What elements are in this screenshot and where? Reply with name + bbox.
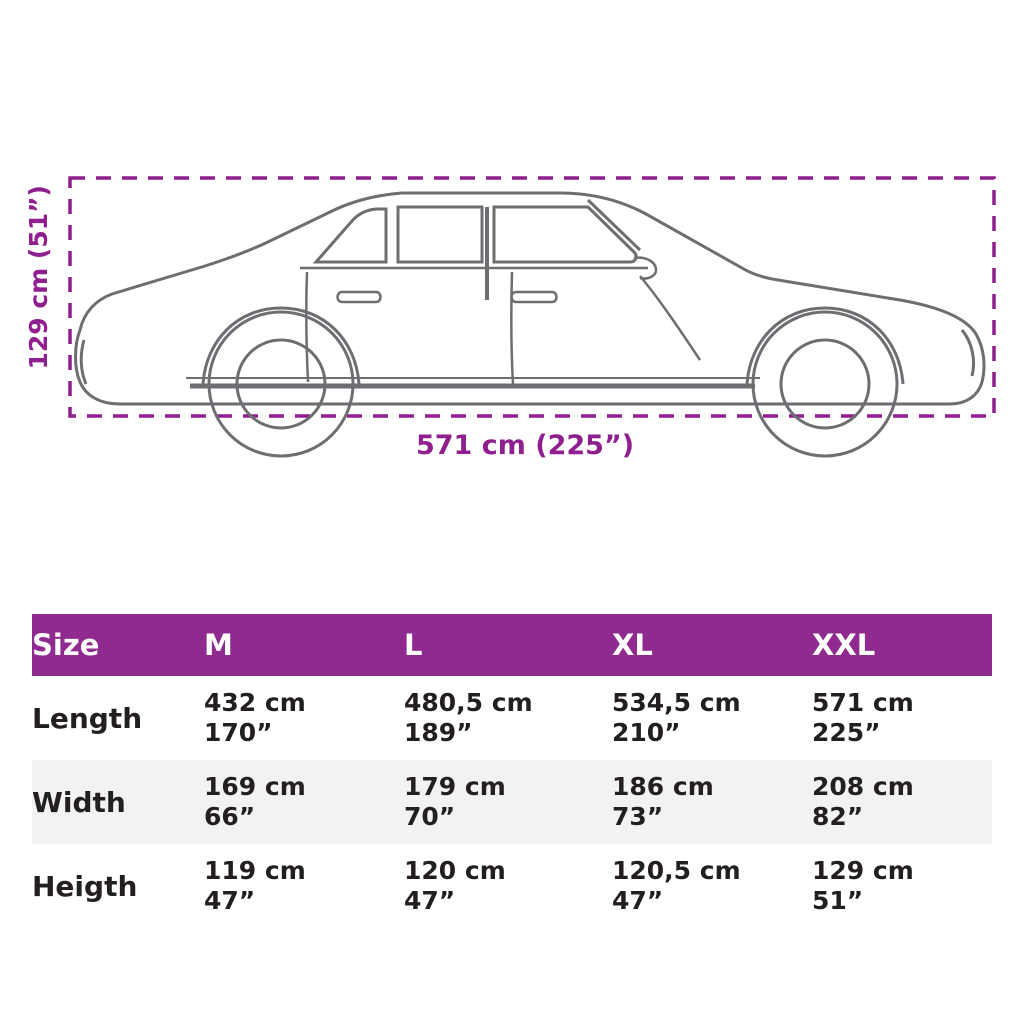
- table-header-size: Size: [32, 614, 204, 676]
- cell-height-m: [204, 844, 404, 928]
- cell-height-xxl: [812, 844, 992, 928]
- value-in: 210”: [612, 718, 681, 747]
- value-in: 73”: [612, 802, 664, 831]
- value-in: 70”: [404, 802, 456, 831]
- value-in: 51”: [812, 886, 864, 915]
- value-cm: 186 cm: [612, 771, 714, 801]
- value-cm: 208 cm: [812, 771, 914, 801]
- cell-height-xl: [612, 844, 812, 928]
- value-cm: 129 cm: [812, 855, 914, 885]
- length-dimension-label: 571 cm (225”): [415, 430, 635, 461]
- value-cm: 534,5 cm: [612, 687, 741, 717]
- value-cm: 571 cm: [812, 687, 914, 717]
- value-in: 47”: [612, 886, 664, 915]
- value-cm: 119 cm: [204, 855, 306, 885]
- car-windows: [300, 200, 648, 300]
- value-in: 170”: [204, 718, 273, 747]
- value-in: 189”: [404, 718, 473, 747]
- cell-width-xxl: [812, 760, 992, 844]
- value-in: 47”: [404, 886, 456, 915]
- cell-length-xxl: [812, 676, 992, 760]
- value-in: 82”: [812, 802, 864, 831]
- value-cm: 432 cm: [204, 687, 306, 717]
- row-label-length: Length: [32, 701, 143, 735]
- value-cm: 120 cm: [404, 855, 506, 885]
- cell-width-l: [404, 760, 612, 844]
- table-header-l: L: [404, 614, 612, 676]
- cell-height-l: [404, 844, 612, 928]
- cell-width-m: [204, 760, 404, 844]
- table-header-m: M: [204, 614, 404, 676]
- row-label-height: Heigth: [32, 869, 138, 903]
- value-in: 66”: [204, 802, 256, 831]
- value-cm: 179 cm: [404, 771, 506, 801]
- value-in: 47”: [204, 886, 256, 915]
- cell-length-l: [404, 676, 612, 760]
- value-in: 225”: [812, 718, 881, 747]
- value-cm: 480,5 cm: [404, 687, 533, 717]
- table-header-row: [32, 614, 992, 676]
- cell-length-xl: [612, 676, 812, 760]
- car-doors: [306, 258, 700, 384]
- table-row: [32, 844, 992, 928]
- table-row: [32, 676, 992, 760]
- table-header-xxl: XXL: [812, 614, 992, 676]
- value-cm: 120,5 cm: [612, 855, 741, 885]
- size-table: [32, 614, 992, 928]
- table-header-xl: XL: [612, 614, 812, 676]
- table-row: [32, 760, 992, 844]
- cell-length-m: [204, 676, 404, 760]
- car-body-outline: [76, 193, 985, 404]
- height-dimension-label: 129 cm (51”): [24, 185, 53, 370]
- cell-width-xl: [612, 760, 812, 844]
- row-label-width: Width: [32, 760, 204, 844]
- value-cm: 169 cm: [204, 771, 306, 801]
